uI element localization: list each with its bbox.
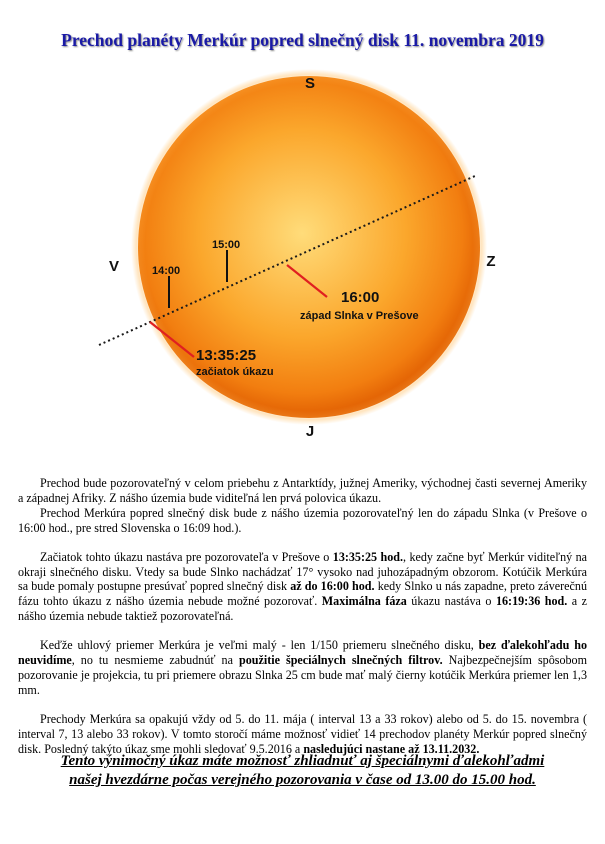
text-run: Keďže uhlový priemer Merkúra je veľmi malý - len 1/150 priemeru slnečného disku,: [40, 638, 479, 653]
time-label-1500: 15:00: [212, 239, 241, 251]
direction-west-label: Z: [486, 253, 496, 270]
text-run: Prechod Merkúra popred slnečný disk bude z nášho územia pozorovateľný len do západu Slnka (v Prešove o 16:00 hod., pre stred Slovenska o 16:09 hod.).: [18, 505, 587, 535]
text-run: Prechody Merkúra sa opakujú vždy od 5. do 11. mája ( interval 13 a 33 rokov) alebo od 5. do 15. novembra ( interval 7, 13 alebo 33 rokov). V tomto storočí máme možnosť vidieť 14 prechodov planéty Merkúr popred slnečný disk. Posledný takýto úkaz sme mohli sledovať 9.5.2016 a: [18, 711, 587, 756]
bold-text: až do 16:00 hod.: [290, 579, 375, 594]
bold-text: použitie špeciálnych slnečných filtrov.: [239, 653, 443, 668]
paragraph: [18, 712, 587, 757]
text-run: Najbezpečnejším spôsobom pozorovanie je projekcia, tu pri priemere obrazu Slnka 25 cm bude mať malý čierny kotúčik Merkúra priemer len 1,3 mm.: [18, 653, 587, 697]
start-note-label: začiatok úkazu: [196, 366, 274, 378]
text-run: , kedy začne byť Merkúr viditeľný na okraji slnečného disku. Vtedy sa bude Slnko nachádzať 17° vysoko nad juhozápadným obzorom. Kotúčik Merkúra sa bude pomaly postupne presúvať popred slnečný disk: [18, 549, 587, 594]
sunset-note-label: západ Slnka v Prešove: [300, 310, 419, 322]
start-time-label: 13:35:25: [196, 347, 257, 364]
text-run: Prechod bude pozorovateľný v celom priebehu z Antarktídy, južnej Ameriky, východnej časti severnej Ameriky a západnej Afriky. Z nášho územia bude viditeľná len prvá polovica úkazu.: [18, 476, 587, 505]
mercury-transit-diagram: [0, 60, 605, 470]
sunset-time-label: 16:00: [341, 289, 380, 306]
bold-text: 13:35:25 hod.: [332, 549, 404, 564]
time-label-1400: 14:00: [152, 265, 181, 277]
paragraph: [18, 638, 587, 698]
invitation-line-1: Tento výnimočný úkaz máte možnosť zhliadnuť aj špeciálnymi ďalekohľadmi: [60, 753, 545, 769]
text-run: kedy Slnko u nás zapadne, preto záverečnú fázu tohto úkazu z nášho územia nebude možné pozorovať.: [18, 579, 587, 609]
invitation-line-2: našej hvezdárne počas verejného pozorovania v čase od 13.00 do 15.00 hod.: [69, 772, 536, 788]
direction-south-label: J: [305, 423, 315, 440]
text-run: a z nášho územia nebude taktiež pozorovateľná.: [18, 594, 587, 624]
bold-text: nasledujúci nastane až 13.11.2032.: [303, 741, 480, 756]
paragraph: [18, 506, 587, 536]
paragraph: [18, 550, 587, 625]
text-run: úkazu nastáva o: [406, 594, 496, 609]
bold-text: bez ďalekohľadu ho neuvidíme: [18, 638, 587, 668]
bold-text: 16:19:36 hod.: [495, 594, 568, 609]
text-run: Začiatok tohto úkazu nastáva pre pozorovateľa v Prešove o: [40, 549, 333, 564]
observation-invitation: [18, 752, 587, 790]
article-body: [18, 476, 587, 757]
bold-text: Maximálna fáza: [321, 594, 407, 609]
direction-east-label: V: [108, 258, 120, 275]
direction-north-label: S: [304, 75, 316, 92]
sun-halo: [131, 69, 487, 425]
page-title: Prechod planéty Merkúr popred slnečný disk 11. novembra 2019: [61, 30, 544, 50]
paragraph: [18, 476, 587, 506]
text-run: , no tu nesmieme zabudnúť na: [71, 653, 239, 668]
